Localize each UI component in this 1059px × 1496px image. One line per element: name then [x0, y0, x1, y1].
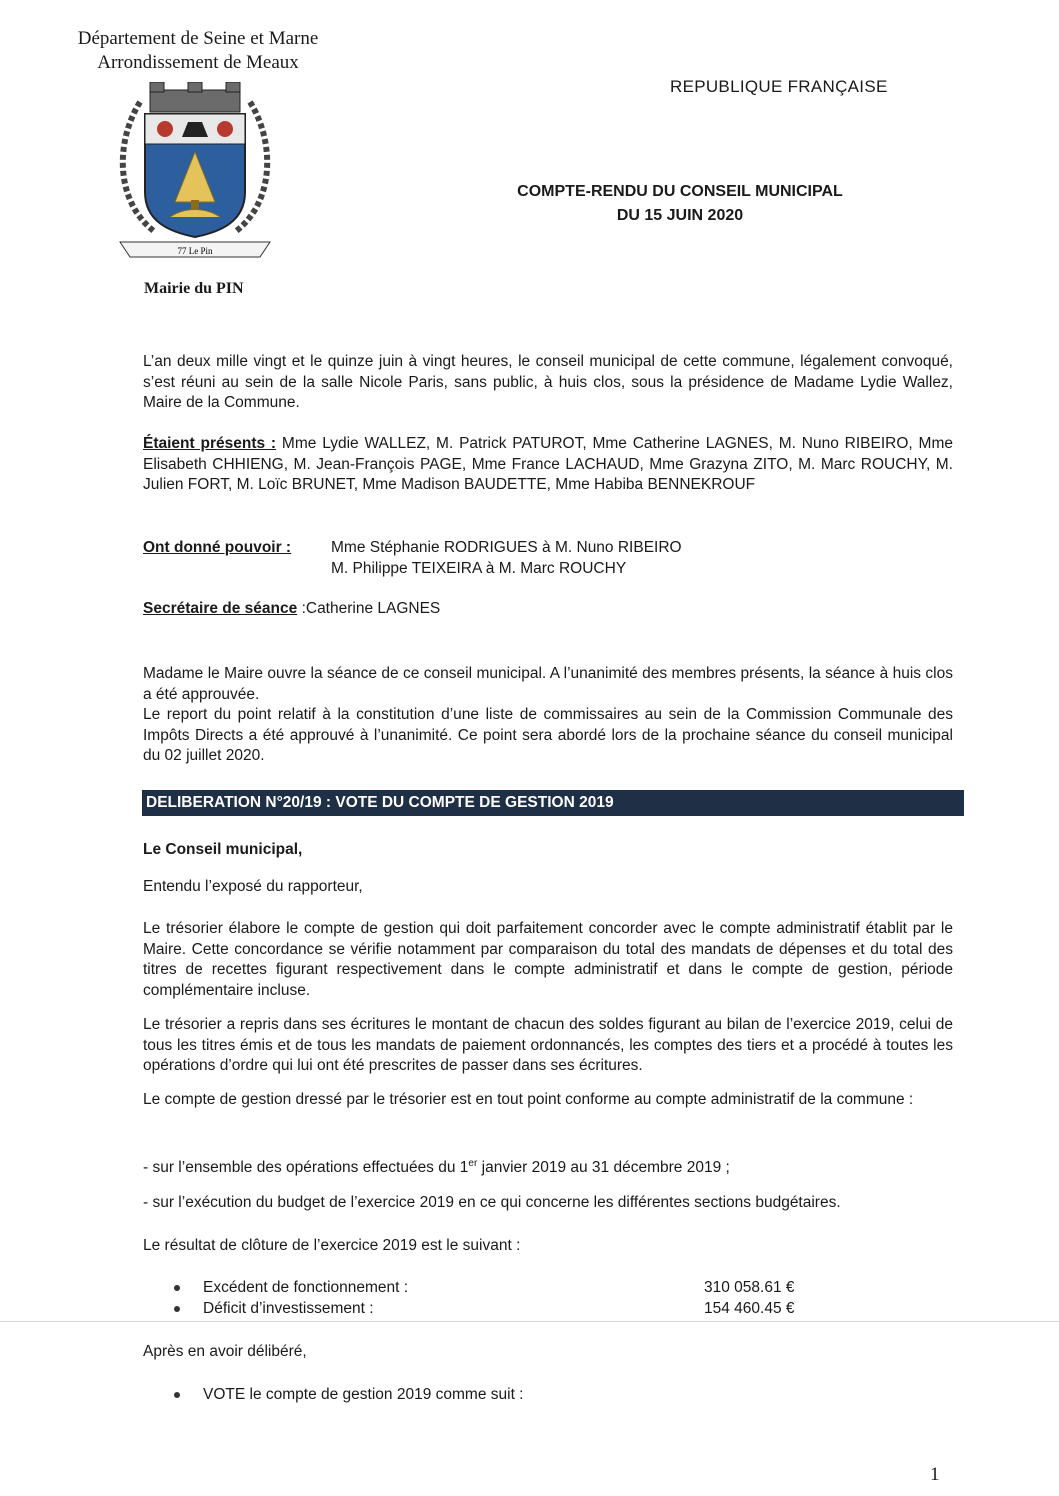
result-value: 310 058.61 €	[704, 1279, 795, 1296]
department-header	[62, 27, 334, 75]
pouvoir-line-2: M. Philippe TEIXEIRA à M. Marc ROUCHY	[331, 559, 627, 577]
bullet-icon	[174, 1392, 180, 1398]
title-line-2: DU 15 JUIN 2020	[616, 207, 744, 224]
secretaire-block	[143, 599, 953, 620]
result-label: Excédent de fonctionnement :	[203, 1279, 409, 1296]
title-line-1: COMPTE-RENDU DU CONSEIL MUNICIPAL	[517, 183, 843, 200]
result-label: Déficit d’investissement :	[203, 1300, 374, 1317]
presents-list: Mme Lydie WALLEZ, M. Patrick PATUROT, Mme Catherine LAGNES, M. Nuno RIBEIRO, Mme Elisabeth CHHIENG, M. Jean-François PAGE, Mme France LACHAUD, Mme Grazyna ZITO, M. Marc ROUCHY, M. Julien FORT, M. Loïc BRUNET, Mme Madison BAUDETTE, Mme Habiba BENNEKROUF	[143, 435, 953, 494]
presents-label: Étaient présents :	[143, 435, 277, 452]
republic-label: REPUBLIQUE FRANÇAISE	[670, 77, 888, 96]
p4-superscript: er	[468, 1158, 478, 1169]
secretaire-label: Secrétaire de séance	[143, 600, 298, 617]
presents-paragraph	[143, 434, 953, 496]
results-list	[174, 1277, 824, 1319]
secretaire-value: :Catherine LAGNES	[301, 600, 441, 617]
department-name: Département de Seine et Marne	[77, 28, 319, 49]
result-value: 154 460.45 €	[704, 1300, 795, 1317]
conseil-label: Le Conseil municipal,	[143, 841, 303, 858]
report-paragraph: Le report du point relatif à la constitution d’une liste de commissaires au sein de la Commission Communale des Impôts Directs a été approuvé à l’unanimité. Ce point sera abordé lors de la prochaine séance du conseil municipal du 02 juillet 2020.	[143, 706, 953, 765]
deliberation-paragraph-3: Le compte de gestion dressé par le trésorier est en tout point conforme au compte administratif de la commune :	[143, 1091, 914, 1108]
pouvoir-line-1: Mme Stéphanie RODRIGUES à M. Nuno RIBEIRO	[331, 539, 682, 556]
apres-line: Après en avoir délibéré,	[143, 1343, 307, 1360]
deliberation-paragraph-4	[143, 1154, 953, 1179]
deliberation-paragraph-2: Le trésorier a repris dans ses écritures le montant de chacun des soldes figurant au bilan de l’exercice 2019, celui de tous les titres émis et de tous les mandats de paiement ordonnancés, les comptes des tiers et a procédé à toutes les opérations d’ordre qui lui ont été prescrites de passer dans ses écritures.	[143, 1016, 953, 1075]
list-item	[174, 1277, 824, 1298]
p4-start: - sur l’ensemble des opérations effectuées du 1	[143, 1159, 469, 1177]
p4-end: janvier 2019 au 31 décembre 2019 ;	[477, 1159, 730, 1177]
deliberation-paragraph-5: - sur l’exécution du budget de l’exercice 2019 en ce qui concerne les différentes sections budgétaires.	[143, 1194, 841, 1211]
pouvoir-label: Ont donné pouvoir :	[143, 539, 292, 556]
crest-banner-text: 77 Le Pin	[177, 246, 213, 256]
vote-item	[174, 1384, 524, 1405]
mairie-label: Mairie du PIN	[144, 280, 244, 297]
intro-paragraph: L’an deux mille vingt et le quinze juin à vingt heures, le conseil municipal de cette commune, légalement convoqué, s’est réuni au sein de la salle Nicole Paris, sans public, à huis clos, sous la présidence de Madame Lydie Wallez, Maire de la Commune.	[143, 353, 953, 412]
bullet-icon	[174, 1306, 180, 1312]
document-title	[470, 180, 890, 228]
separator-line	[0, 1321, 1059, 1322]
bullet-icon	[174, 1285, 180, 1291]
municipal-crest-logo	[110, 82, 280, 262]
deliberation-paragraph-6: Le résultat de clôture de l’exercice 2019 est le suivant :	[143, 1237, 521, 1254]
pouvoir-block	[143, 538, 953, 579]
list-item	[174, 1298, 824, 1319]
deliberation-paragraph-1: Le trésorier élabore le compte de gestion qui doit parfaitement concorder avec le compte administratif établit par le Maire. Cette concordance se vérifie notamment par comparaison du total des mandats de dépenses et du total des titres de recettes figurant respectivement dans le compte administratif et dans le compte de gestion, période complémentaire incluse.	[143, 920, 953, 1000]
deliberation-banner: DELIBERATION N°20/19 : VOTE DU COMPTE DE GESTION 2019	[142, 790, 964, 816]
opening-paragraph: Madame le Maire ouvre la séance de ce conseil municipal. A l’unanimité des membres présents, la séance à huis clos a été approuvée.	[143, 665, 953, 703]
vote-text: VOTE le compte de gestion 2019 comme suit :	[203, 1386, 524, 1403]
arrondissement-name: Arrondissement de Meaux	[97, 52, 299, 73]
page-number: 1	[930, 1464, 940, 1485]
entendu-line: Entendu l’exposé du rapporteur,	[143, 878, 363, 895]
